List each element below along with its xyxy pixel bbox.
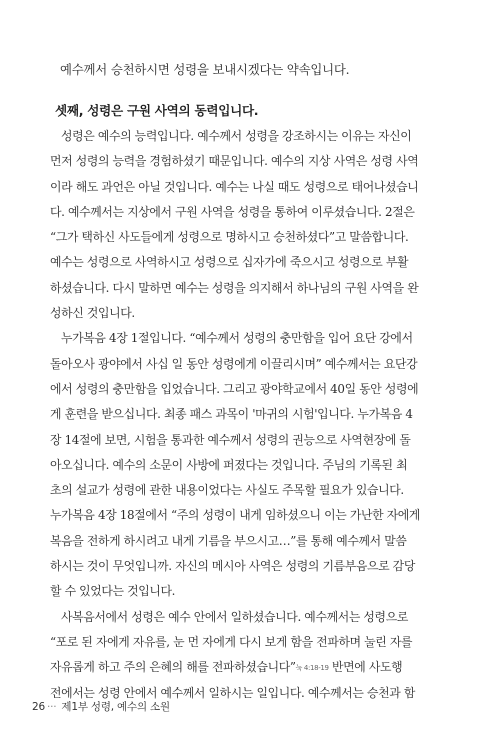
text-line-continuation: 반면에 사도행	[328, 660, 403, 675]
body-text	[50, 124, 465, 706]
text-line: 누가복음 4장 18절에서 “주의 성령이 내게 임하셨으니 이는 가난한 자에게	[50, 508, 421, 523]
text-line: 하셨습니다. 다시 말하면 예수는 성령을 의지해서 하나님의 구원 사역을 완	[50, 280, 419, 295]
running-section-title: 제1부 성령, 예수의 소원	[61, 701, 170, 713]
text-line: 성하신 것입니다.	[50, 306, 135, 321]
page-number: 26	[32, 701, 45, 713]
lead-sentence: 예수께서 승천하시면 성령을 보내시겠다는 약속입니다.	[60, 62, 350, 77]
text-line: 장 14절에 보면, 시험을 통과한 예수께서 성령의 권능으로 사역현장에 돌	[50, 432, 411, 447]
text-line: 아오십니다. 예수의 소문이 사방에 퍼졌다는 것입니다. 주님의 기록된 최	[50, 457, 408, 472]
text-line: 하시는 것이 무엇입니까. 자신의 메시아 사역은 성령의 기름부음으로 감당	[50, 559, 415, 574]
text-line: 다. 예수께서는 지상에서 구원 사역을 성령을 통하여 이루셨습니다. 2절은	[50, 204, 415, 219]
text-line: 전에서는 성령 안에서 예수께서 일하시는 일입니다. 예수께서는 승천과 함	[50, 685, 415, 700]
text-line: “포로 된 자에게 자유를, 눈 먼 자에게 다시 보게 함을 전파하며 눌린 자를	[50, 634, 413, 649]
text-line-main: 자유롭게 하고 주의 은혜의 해를 전파하셨습니다”	[50, 660, 296, 675]
text-line: 이라 해도 과언은 아닐 것입니다. 예수는 나실 때도 성령으로 태어나셨습니	[50, 179, 419, 194]
text-line: 복음을 전하게 하시려고 내게 기름을 부으시고…”를 통해 예수께서 말씀	[50, 533, 407, 548]
text-line	[50, 655, 465, 680]
text-line: 사복음서에서 성령은 예수 안에서 일하셨습니다. 예수께서는 성령으로	[61, 609, 408, 624]
text-line: 할 수 있었다는 것입니다.	[50, 584, 176, 599]
text-line: “그가 택하신 사도들에게 성령으로 명하시고 승천하셨다”고 말씀합니다.	[50, 230, 409, 245]
page-footer	[32, 699, 170, 714]
text-line: 초의 설교가 성령에 관한 내용이었다는 사실도 주목할 필요가 있습니다.	[50, 483, 404, 498]
text-line: 에서 성령의 충만함을 입었습니다. 그리고 광야학교에서 40일 동안 성령에	[50, 381, 419, 396]
text-line: 누가복음 4장 1절입니다. “예수께서 성령의 충만함을 입어 요단 강에서	[61, 331, 413, 346]
text-line: 게 훈련을 받으십니다. 최종 패스 과목이 '마귀의 시험'입니다. 누가복음 4	[50, 407, 413, 422]
scripture-reference: 눅 4:18-19	[295, 664, 329, 673]
footer-separator: ···	[46, 701, 57, 713]
section-heading: 셋째, 성령은 구원 사역의 동력입니다.	[55, 103, 259, 118]
text-line: 먼저 성령의 능력을 경험하셨기 때문입니다. 예수의 지상 사역은 성령 사역	[50, 154, 419, 169]
text-line: 돌아오사 광야에서 사십 일 동안 성령에게 이끌리시며” 예수께서는 요단강	[50, 356, 418, 371]
text-line: 예수는 성령으로 사역하시고 성령으로 십자가에 죽으시고 성령으로 부활	[50, 255, 409, 270]
text-line: 성령은 예수의 능력입니다. 예수께서 성령을 강조하시는 이유는 자신이	[61, 129, 412, 143]
